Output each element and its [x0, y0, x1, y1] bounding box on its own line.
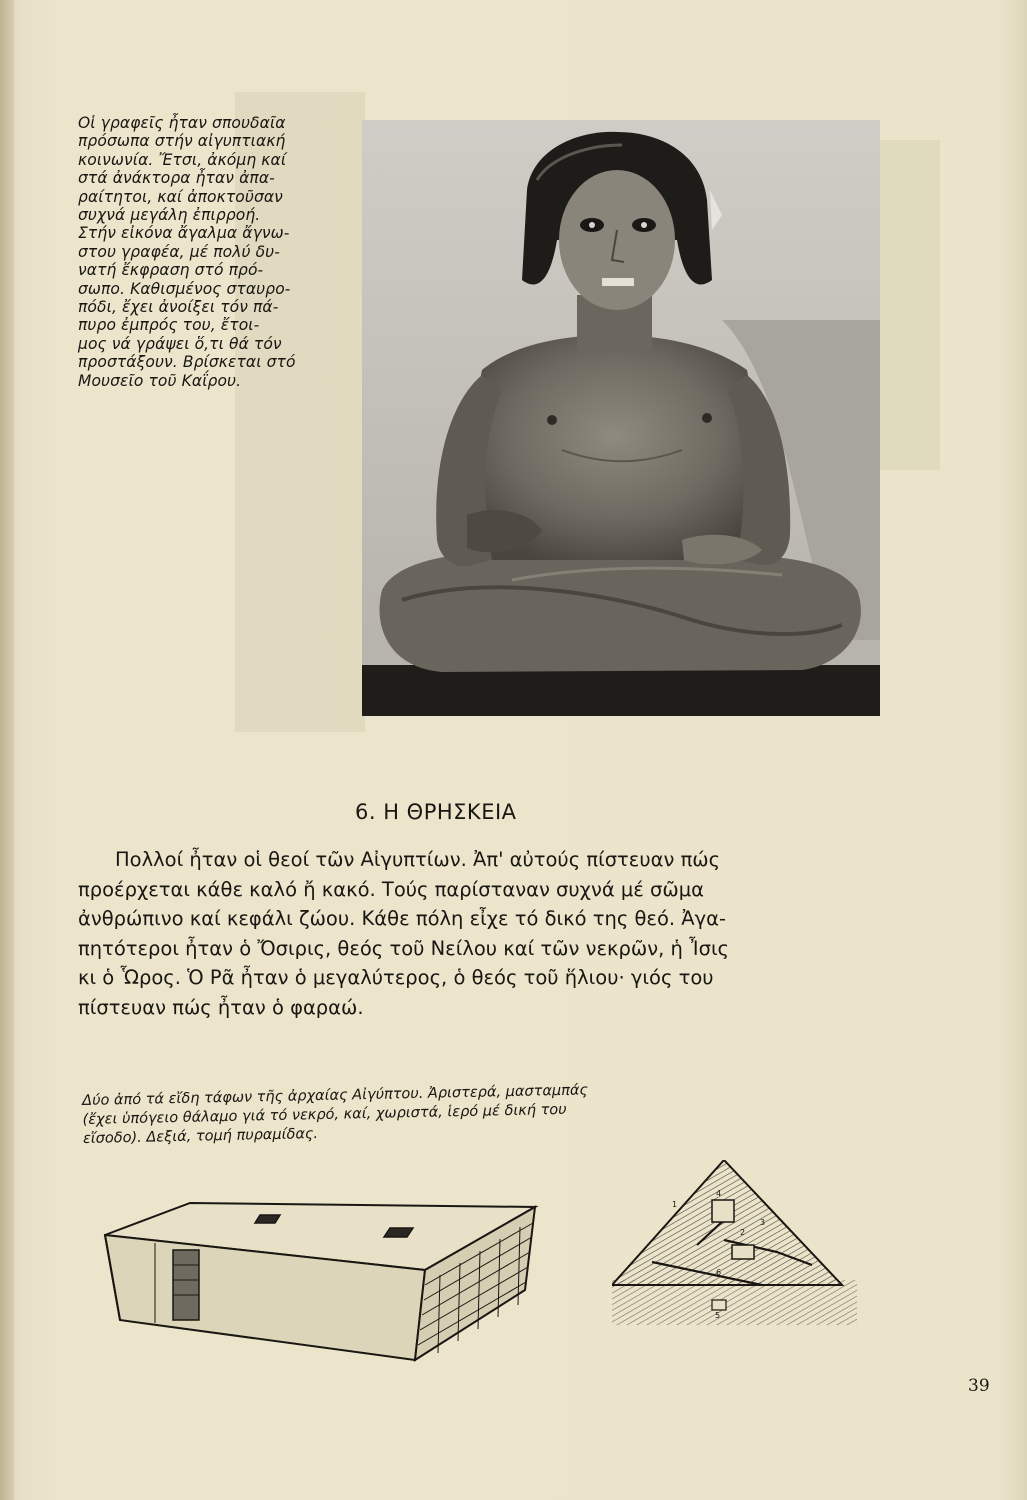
- caption-line: (ἔχει ὑπόγειο θάλαμο γιά τό νεκρό, καί, χωριστά, ἱερό μέ δική του: [82, 1101, 567, 1128]
- mastaba-drawing: [95, 1195, 555, 1370]
- tombs-caption: [82, 1078, 743, 1149]
- caption-line: πυρο ἐμπρός του, ἔτοι-: [78, 316, 260, 335]
- caption-line: σωπο. Καθισμένος σταυρο-: [78, 279, 291, 298]
- caption-line: συχνά μεγάλη ἐπιρροή.: [78, 206, 261, 225]
- caption-line: στά ἀνάκτορα ἦταν ἀπα-: [78, 169, 275, 188]
- caption-line: Μουσεῖο τοῦ Καΐρου.: [78, 371, 242, 390]
- body-line: πητότεροι ἦταν ὁ Ὄσιρις, θεός τοῦ Νείλου καί τῶν νεκρῶν, ἡ Ἶσις: [78, 936, 730, 960]
- pyramid-label: 2: [740, 1228, 746, 1237]
- pyramid-cross-section-drawing: [612, 1160, 857, 1325]
- pyramid-label: 4: [716, 1189, 722, 1198]
- caption-line: πρόσωπα στήν αἰγυπτιακή: [78, 132, 286, 151]
- caption-line: κοινωνία. Ἔτσι, ἀκόμη καί: [78, 150, 287, 169]
- body-paragraph: [78, 845, 875, 1022]
- body-line: ἀνθρώπινο καί κεφάλι ζώου. Κάθε πόλη εἶχε τό δικό της θεό. Ἀγα-: [78, 907, 727, 930]
- caption-line: πόδι, ἔχει ἀνοίξει τόν πά-: [78, 298, 279, 317]
- caption-line: Οἱ γραφεῖς ἦταν σπουδαῖα: [78, 114, 286, 132]
- section-heading: 6. Η ΘΡΗΣΚΕΙΑ: [355, 800, 517, 824]
- caption-line: Στήν εἰκόνα ἄγαλμα ἄγνω-: [78, 224, 290, 243]
- photo-caption: [78, 114, 340, 390]
- body-line: Πολλοί ἦταν οἱ θεοί τῶν Αἰγυπτίων. Ἀπ' αὐτούς πίστευαν πώς: [115, 848, 721, 871]
- body-line: πίστευαν πώς ἦταν ὁ φαραώ.: [78, 995, 364, 1019]
- body-line: προέρχεται κάθε καλό ἤ κακό. Τούς παρίσταναν συχνά μέ σῶμα: [78, 877, 704, 901]
- body-line: κι ὁ Ὧρος. Ὁ Ρᾶ ἦταν ὁ μεγαλύτερος, ὁ θεός τοῦ ἥλιου· γιός του: [78, 966, 714, 989]
- caption-line: στου γραφέα, μέ πολύ δυ-: [78, 242, 280, 261]
- pyramid-label: 6: [716, 1268, 722, 1277]
- pyramid-label: 5: [715, 1311, 721, 1320]
- pyramid-label: 3: [760, 1218, 766, 1227]
- caption-line: Δύο ἀπό τά εἴδη τάφων τῆς ἀρχαίας Αἰγύπτου. Ἀριστερά, μασταμπάς: [82, 1082, 589, 1109]
- caption-line: εἴσοδο). Δεξιά, τομή πυραμίδας.: [82, 1126, 319, 1147]
- caption-line: μος νά γράψει ὅ,τι θά τόν: [78, 334, 282, 353]
- pyramid-label: 1: [672, 1200, 678, 1209]
- seated-scribe-statue-photo: [362, 120, 880, 716]
- show-through-mark: [880, 140, 940, 470]
- page-number: 39: [968, 1376, 990, 1396]
- caption-line: νατή ἔκφραση στό πρό-: [78, 261, 264, 280]
- caption-line: προστάξουν. Βρίσκεται στό: [78, 353, 296, 372]
- caption-line: ραίτητοι, καί ἀποκτοῦσαν: [78, 187, 283, 206]
- page-binding-edge: [0, 0, 14, 1500]
